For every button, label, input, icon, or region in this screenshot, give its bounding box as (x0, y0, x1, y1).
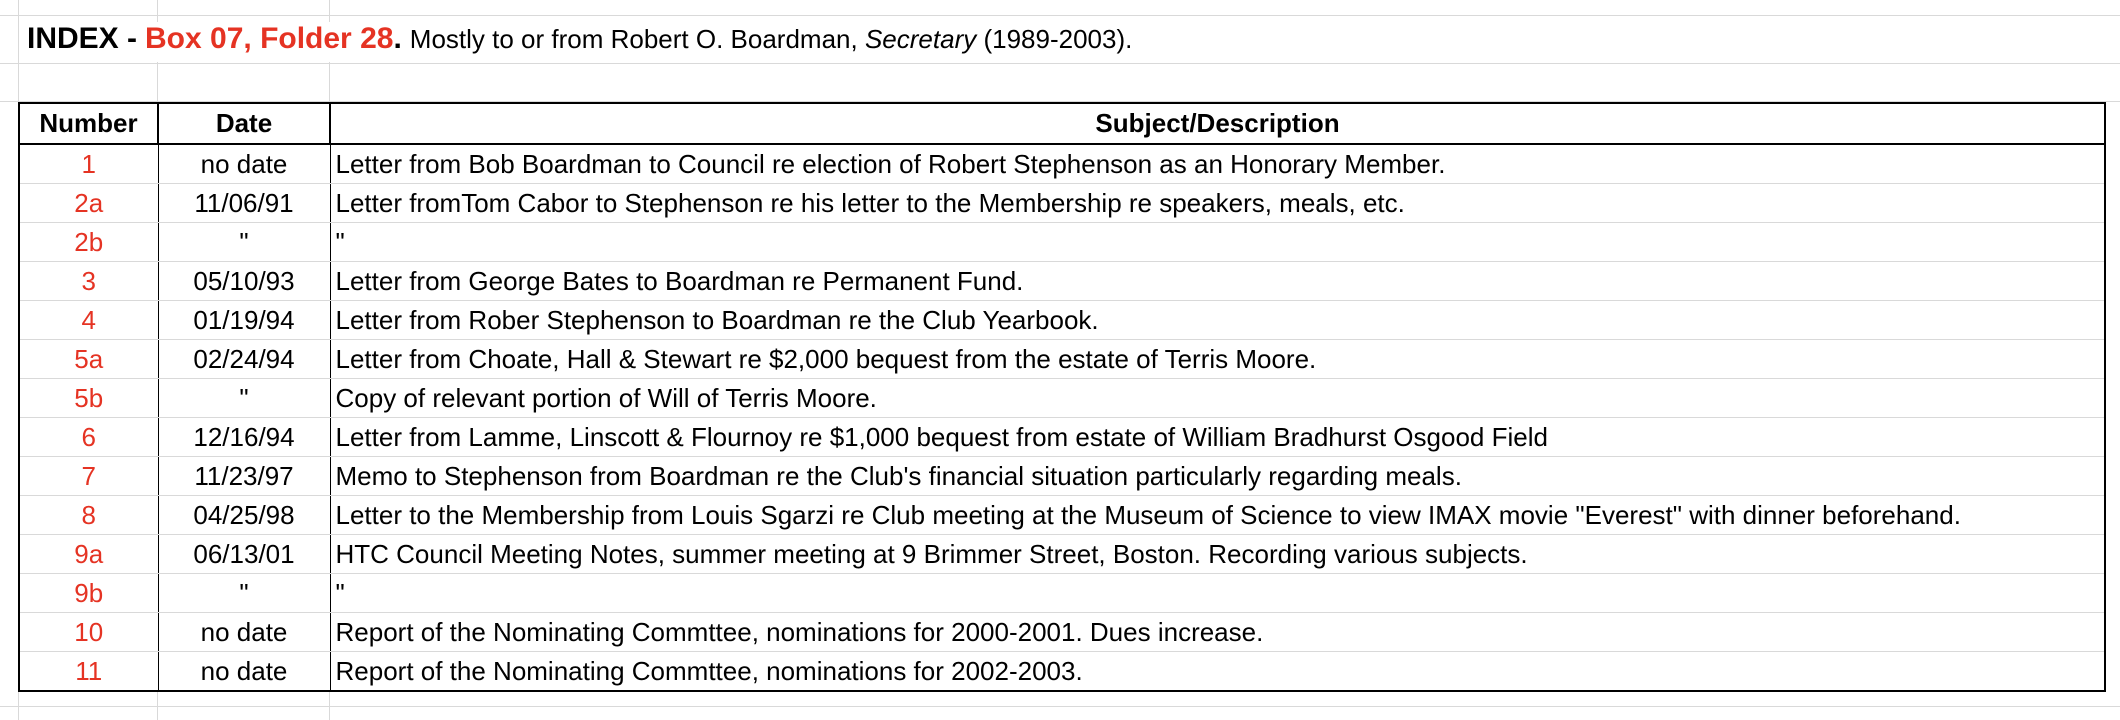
index-label: INDEX - (27, 22, 138, 55)
description-prefix: Mostly to or from Robert O. Boardman, (409, 24, 858, 54)
role-label: Secretary (864, 24, 977, 54)
column-header-date[interactable]: Date (158, 103, 330, 144)
grid-line (0, 15, 2120, 16)
cell-subject[interactable]: Report of the Nominating Commttee, nominations for 2002-2003. (330, 652, 2105, 692)
cell-subject[interactable]: Letter from George Bates to Boardman re Permanent Fund. (330, 262, 2105, 301)
cell-date[interactable]: 12/16/94 (158, 418, 330, 457)
table-row (19, 418, 2105, 457)
cell-subject[interactable]: Copy of relevant portion of Will of Terris Moore. (330, 379, 2105, 418)
table-row (19, 613, 2105, 652)
cell-subject[interactable]: Letter fromTom Cabor to Stephenson re his letter to the Membership re speakers, meals, etc. (330, 184, 2105, 223)
title-period: . (393, 22, 402, 55)
cell-number[interactable]: 3 (19, 262, 158, 301)
grid-line (0, 706, 2120, 707)
cell-subject[interactable]: Letter from Rober Stephenson to Boardman re the Club Yearbook. (330, 301, 2105, 340)
cell-subject[interactable]: " (330, 223, 2105, 262)
cell-subject[interactable]: HTC Council Meeting Notes, summer meeting at 9 Brimmer Street, Boston. Recording various subjects. (330, 535, 2105, 574)
cell-number[interactable]: 11 (19, 652, 158, 692)
cell-number[interactable]: 7 (19, 457, 158, 496)
cell-subject[interactable]: " (330, 574, 2105, 613)
column-header-number[interactable]: Number (19, 103, 158, 144)
cell-date[interactable]: 05/10/93 (158, 262, 330, 301)
table-row (19, 496, 2105, 535)
table-row (19, 301, 2105, 340)
cell-number[interactable]: 9b (19, 574, 158, 613)
table-row (19, 574, 2105, 613)
grid-line (0, 63, 2120, 64)
cell-subject[interactable]: Memo to Stephenson from Boardman re the Club's financial situation particularly regarding meals. (330, 457, 2105, 496)
cell-subject[interactable]: Letter from Choate, Hall & Stewart re $2,000 bequest from the estate of Terris Moore. (330, 340, 2105, 379)
cell-subject[interactable]: Letter to the Membership from Louis Sgarzi re Club meeting at the Museum of Science to view IMAX movie "Everest" with dinner beforehand. (330, 496, 2105, 535)
cell-date[interactable]: 06/13/01 (158, 535, 330, 574)
index-table (18, 102, 2106, 692)
table-row (19, 144, 2105, 184)
cell-date[interactable]: no date (158, 652, 330, 692)
cell-date[interactable]: 02/24/94 (158, 340, 330, 379)
table-row (19, 223, 2105, 262)
cell-date[interactable]: 11/23/97 (158, 457, 330, 496)
cell-number[interactable]: 6 (19, 418, 158, 457)
box-folder-label: Box 07, Folder 28 (145, 22, 394, 55)
table-header-row (19, 103, 2105, 144)
table-row (19, 184, 2105, 223)
cell-number[interactable]: 1 (19, 144, 158, 184)
table-body (19, 144, 2105, 691)
table-row (19, 457, 2105, 496)
cell-date[interactable]: " (158, 379, 330, 418)
table-row (19, 340, 2105, 379)
cell-date[interactable]: no date (158, 613, 330, 652)
cell-number[interactable]: 9a (19, 535, 158, 574)
cell-date[interactable]: " (158, 223, 330, 262)
title-description (410, 24, 1133, 55)
table-row (19, 379, 2105, 418)
cell-date[interactable]: 01/19/94 (158, 301, 330, 340)
table-row (19, 652, 2105, 692)
column-header-subject[interactable]: Subject/Description (330, 103, 2105, 144)
cell-date[interactable]: no date (158, 144, 330, 184)
cell-date[interactable]: " (158, 574, 330, 613)
cell-subject[interactable]: Letter from Bob Boardman to Council re election of Robert Stephenson as an Honorary Member. (330, 144, 2105, 184)
cell-date[interactable]: 04/25/98 (158, 496, 330, 535)
cell-number[interactable]: 10 (19, 613, 158, 652)
cell-subject[interactable]: Letter from Lamme, Linscott & Flournoy re $1,000 bequest from estate of William Bradhurst Osgood Field (330, 418, 2105, 457)
table-row (19, 535, 2105, 574)
page-title (27, 22, 1140, 62)
cell-number[interactable]: 5b (19, 379, 158, 418)
cell-number[interactable]: 2b (19, 223, 158, 262)
cell-subject[interactable]: Report of the Nominating Commttee, nominations for 2000-2001. Dues increase. (330, 613, 2105, 652)
cell-number[interactable]: 2a (19, 184, 158, 223)
cell-number[interactable]: 5a (19, 340, 158, 379)
cell-date[interactable]: 11/06/91 (158, 184, 330, 223)
cell-number[interactable]: 8 (19, 496, 158, 535)
years-label: (1989-2003). (983, 24, 1133, 54)
table-row (19, 262, 2105, 301)
cell-number[interactable]: 4 (19, 301, 158, 340)
